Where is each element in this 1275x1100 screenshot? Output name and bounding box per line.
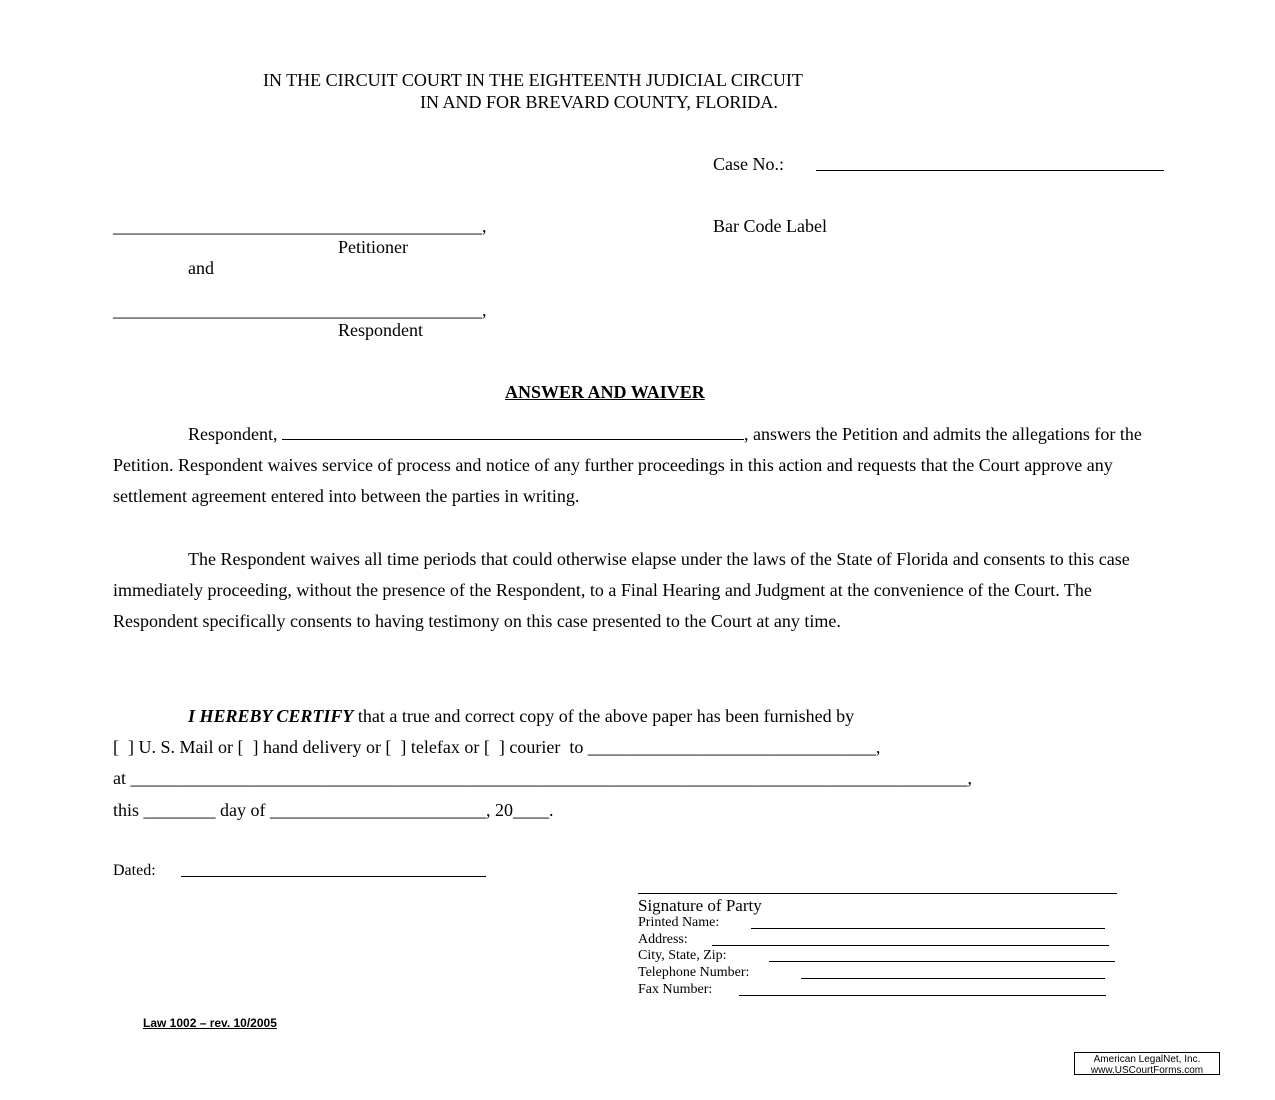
petitioner-label: Petitioner	[338, 237, 408, 257]
bar-code-label: Bar Code Label	[713, 216, 827, 236]
dated-field[interactable]	[181, 876, 486, 877]
city-state-zip-label: City, State, Zip:	[638, 948, 727, 963]
and-label: and	[188, 258, 214, 278]
petitioner-line[interactable]: _________________________________________,	[113, 216, 487, 236]
address-label: Address:	[638, 932, 688, 947]
case-no-label: Case No.:	[713, 154, 784, 174]
respondent-name-field[interactable]	[282, 425, 744, 440]
fax-field[interactable]	[739, 995, 1106, 996]
respondent-line[interactable]: _________________________________________,	[113, 300, 487, 320]
document-title: ANSWER AND WAIVER	[505, 382, 705, 402]
paragraph-waiver	[113, 544, 1173, 637]
signature-field[interactable]	[638, 893, 1117, 894]
signature-label: Signature of Party	[638, 896, 762, 915]
certificate-line4[interactable]: this ________ day of ________________________, 20____.	[113, 800, 554, 820]
legalnet-stamp	[1074, 1052, 1220, 1075]
paragraph-answer	[113, 419, 1173, 512]
case-no-field[interactable]	[816, 170, 1164, 171]
telephone-field[interactable]	[801, 978, 1105, 979]
fax-label: Fax Number:	[638, 982, 713, 997]
certify-bold: I HEREBY CERTIFY	[188, 706, 354, 726]
paragraph-waiver-text: The Respondent waives all time periods that could otherwise elapse under the laws of the State of Florida and consents to this case immediately proceeding, without the presence of the Respondent, to a Final Hearing and Judgment at the convenience of the Court. The Respondent specifically consents to having testimony on this case presented to the Court at any time.	[113, 549, 1130, 631]
court-header-line2: IN AND FOR BREVARD COUNTY, FLORIDA.	[420, 92, 778, 112]
paragraph-answer-lead: Respondent,	[188, 424, 278, 444]
telephone-label: Telephone Number:	[638, 965, 750, 980]
form-code: Law 1002 – rev. 10/2005	[143, 1016, 277, 1030]
stamp-line2: www.USCourtForms.com	[1090, 1065, 1204, 1076]
dated-label: Dated:	[113, 862, 156, 879]
certify-rest: that a true and correct copy of the above paper has been furnished by	[357, 706, 855, 726]
city-state-zip-field[interactable]	[769, 961, 1115, 962]
paragraph-answer-rest: , answers the Petition and admits the allegations for the Petition. Respondent waives service of process and notice of any further proceedings in this action and requests that the Court approve any settlement agreement entered into between the parties in writing.	[113, 424, 1142, 506]
printed-name-label: Printed Name:	[638, 915, 720, 930]
certificate-line2[interactable]: [ ] U. S. Mail or [ ] hand delivery or [ ] telefax or [ ] courier to ________________________________,	[113, 737, 881, 757]
stamp-line1: American LegalNet, Inc.	[1093, 1054, 1201, 1065]
address-field[interactable]	[712, 945, 1109, 946]
certificate-line1	[188, 705, 854, 727]
respondent-label: Respondent	[338, 320, 423, 340]
certificate-line3[interactable]: at _____________________________________________________________________________________________,	[113, 768, 972, 788]
court-header-line1: IN THE CIRCUIT COURT IN THE EIGHTEENTH JUDICIAL CIRCUIT	[263, 70, 803, 90]
printed-name-field[interactable]	[751, 928, 1105, 929]
